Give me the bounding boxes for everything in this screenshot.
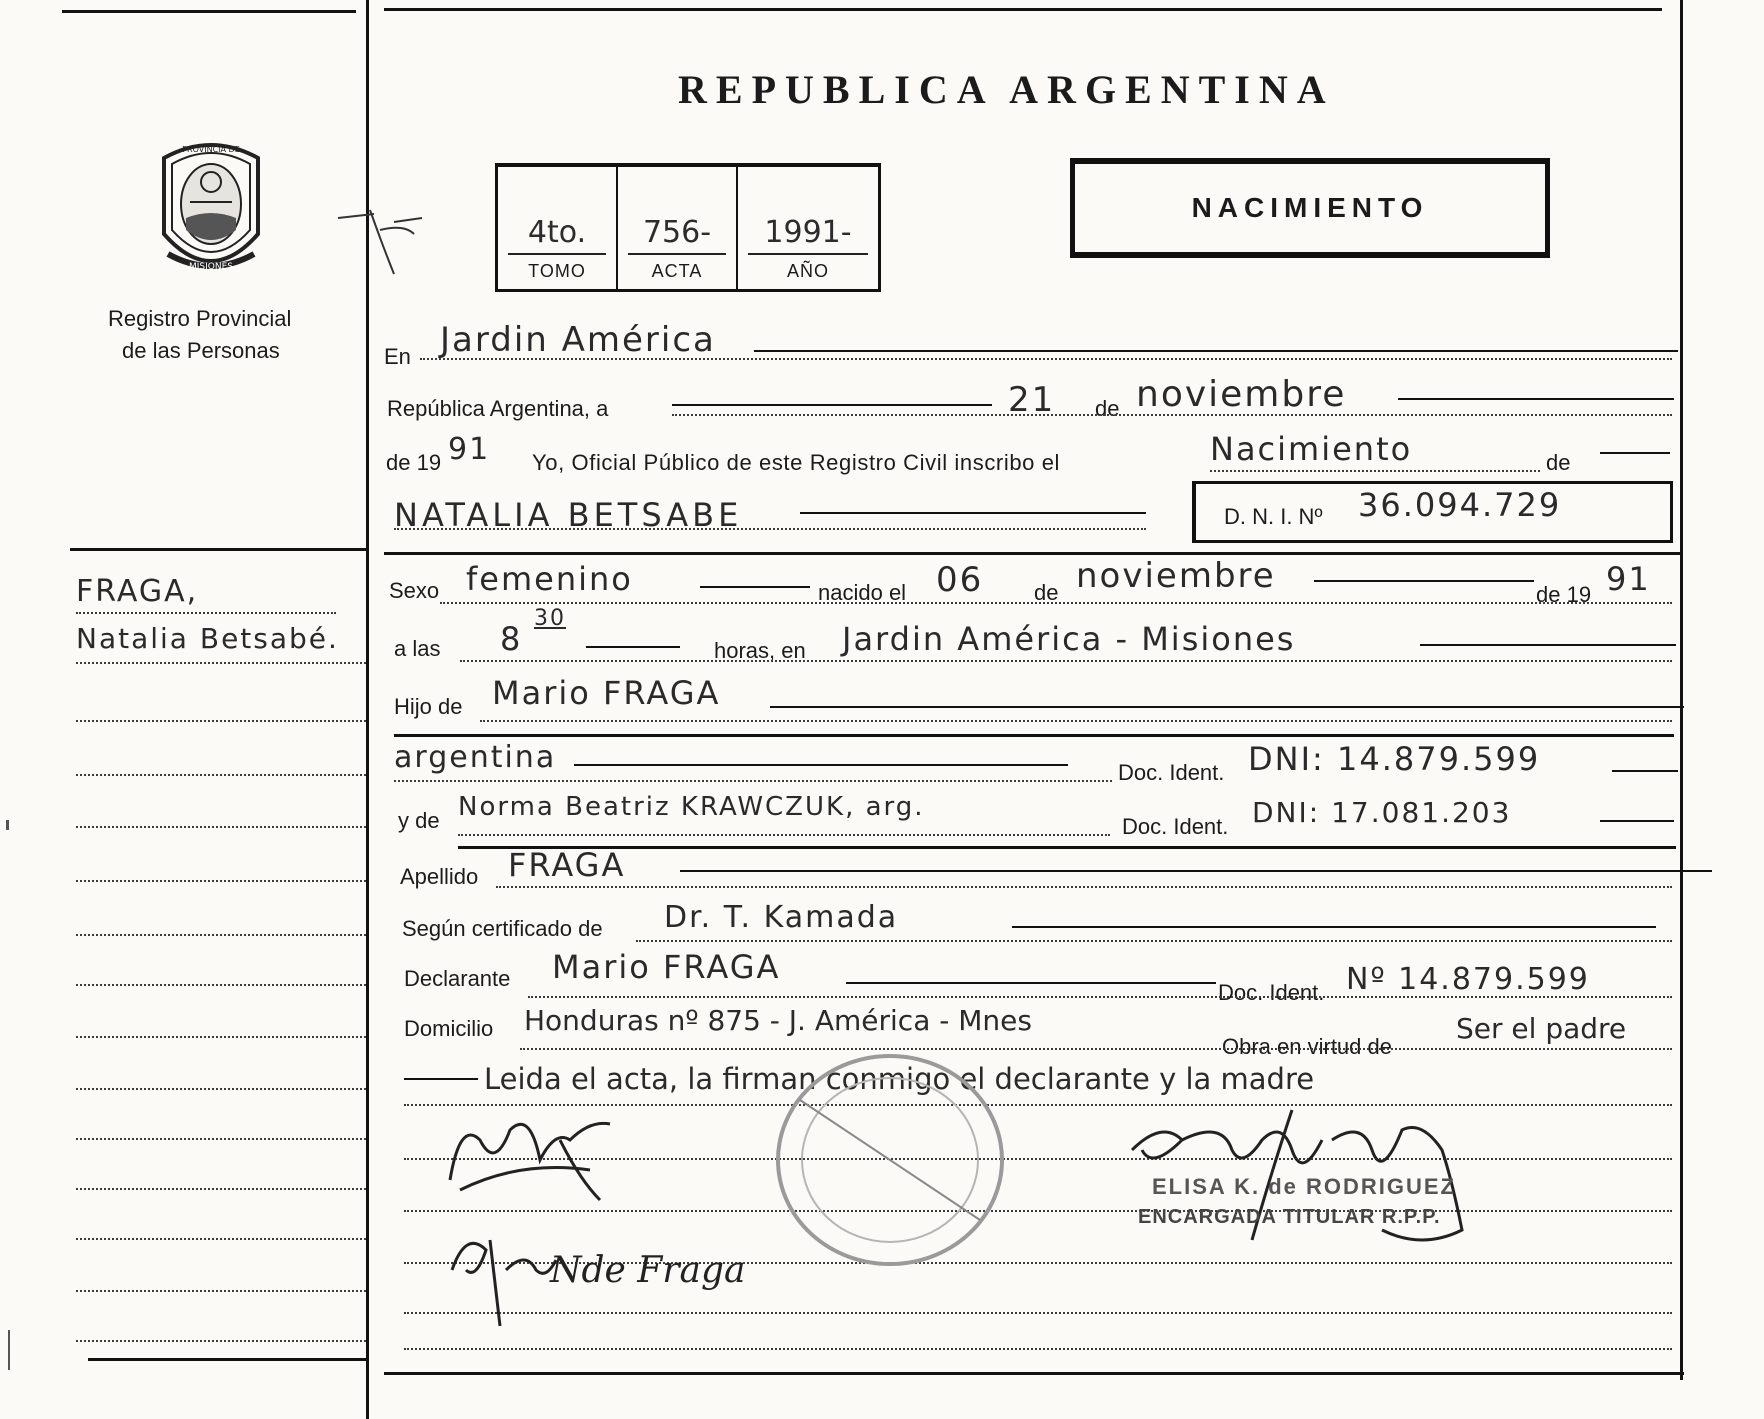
- anio-cell: [738, 167, 878, 289]
- de-label: de: [1095, 396, 1120, 421]
- hijo-label: Hijo de: [394, 694, 463, 719]
- tomo-cell: [498, 167, 618, 289]
- leida-text: Leida el acta, la firman conmigo el declarante y la madre: [484, 1062, 1315, 1096]
- father-name: Mario FRAGA: [492, 674, 721, 712]
- scan-mark: [6, 820, 9, 830]
- margin-dots-6: [76, 880, 366, 882]
- mother-name: Norma Beatriz KRAWCZUK, arg.: [458, 792, 925, 822]
- registry-line-2: de las Personas: [122, 338, 280, 363]
- top-rule-right: [384, 8, 1662, 11]
- anio-label: AÑO: [786, 261, 829, 281]
- svg-text:PROVINCIA DE: PROVINCIA DE: [182, 145, 240, 154]
- apellido-dots: [496, 886, 1672, 888]
- svg-text:MISIONES: MISIONES: [188, 262, 234, 272]
- mother-doc-line: [1600, 820, 1674, 822]
- apellido-line: [680, 870, 1712, 872]
- domicilio-label: Domicilio: [404, 1016, 494, 1041]
- apellido-value: FRAGA: [508, 846, 626, 884]
- year-suffix: 91: [448, 432, 491, 467]
- republica-label: República Argentina, a: [387, 396, 609, 421]
- day-value: 21: [1008, 380, 1056, 420]
- officer-role-stamp: ENCARGADA TITULAR R.P.P.: [1138, 1206, 1441, 1228]
- bottom-rule-right: [384, 1372, 1684, 1375]
- doc-label-mother: Doc. Ident.: [1122, 814, 1229, 839]
- margin-dots-2: [76, 662, 366, 664]
- date-dots: [672, 414, 1672, 416]
- margin-dots-14: [76, 1290, 366, 1292]
- declarante-line: [846, 982, 1216, 984]
- registry-box: [495, 163, 881, 292]
- right-frame-edge: [1680, 0, 1683, 1380]
- de-label-2: de: [1546, 450, 1571, 475]
- declarante-signature: [440, 1100, 640, 1210]
- alas-label: a las: [394, 636, 441, 661]
- leida-dash: [404, 1078, 478, 1080]
- father-nationality: argentina: [394, 740, 557, 775]
- certificado-value: Dr. T. Kamada: [664, 900, 899, 935]
- margin-given: Natalia Betsabé.: [76, 622, 339, 655]
- officer-name-stamp: ELISA K. de RODRIGUEZ: [1152, 1174, 1456, 1199]
- bottom-rule-left: [88, 1358, 368, 1361]
- birth-day: 06: [936, 560, 984, 600]
- margin-dots-5: [76, 826, 366, 828]
- blank-dots-5: [404, 1348, 1672, 1350]
- yde-label: y de: [398, 808, 440, 833]
- margin-dots-15: [76, 1340, 366, 1342]
- sexo-line: [700, 586, 810, 588]
- domicilio-dots: [520, 1048, 1672, 1050]
- alas-dots: [460, 660, 1672, 662]
- en-line: [754, 350, 1678, 352]
- dni-box: [1192, 481, 1673, 543]
- declarante-label: Declarante: [404, 966, 511, 991]
- margin-dots-4: [76, 774, 366, 776]
- act-type: NACIMIENTO: [1191, 192, 1429, 223]
- margin-dots-3: [76, 720, 366, 722]
- margin-dots-11: [76, 1138, 366, 1140]
- tomo-value: 4to.: [527, 215, 587, 250]
- apellido-label: Apellido: [400, 864, 479, 889]
- father-doc-line: [1612, 770, 1678, 772]
- margin-dots-1: [76, 612, 336, 614]
- birth-line: [1314, 580, 1534, 582]
- scan-mark-2: [8, 1330, 10, 1370]
- tomo-label: TOMO: [528, 261, 586, 281]
- act-type-box: [1070, 158, 1550, 258]
- country-title: REPUBLICA ARGENTINA: [678, 67, 1335, 112]
- hour-value: 8: [500, 620, 523, 658]
- official-circular-stamp: [760, 1040, 1020, 1270]
- de-label-3: de: [1034, 580, 1059, 605]
- hijo-dots: [480, 720, 1672, 722]
- mother-rule: [458, 846, 1676, 849]
- en-label: En: [384, 344, 411, 369]
- birth-month: noviembre: [1076, 556, 1276, 596]
- top-rule-left: [62, 10, 356, 13]
- hour-line: [586, 646, 680, 648]
- sexo-label: Sexo: [389, 578, 440, 603]
- yo-text: Yo, Oficial Público de este Registro Civil inscribo el: [532, 450, 1061, 475]
- father-nat-rule: [394, 734, 1674, 737]
- doc-label-declarante: Doc. Ident.: [1218, 980, 1325, 1005]
- declarante-dots: [528, 996, 1672, 998]
- main-separator: [384, 552, 1680, 555]
- dni-label: D. N. I. Nº: [1224, 504, 1323, 529]
- inscribe-line: [1600, 452, 1670, 454]
- obra-value: Ser el padre: [1456, 1012, 1627, 1045]
- initial-mark: [334, 204, 434, 284]
- certificado-line: [1012, 926, 1656, 928]
- inscribe-value: Nacimiento: [1210, 430, 1413, 468]
- nacido-label: nacido el: [818, 580, 907, 605]
- obra-label: Obra en virtud de: [1222, 1034, 1392, 1059]
- declarante-value: Mario FRAGA: [552, 948, 781, 986]
- en-dots: [420, 358, 1672, 360]
- inscribe-dots: [1210, 470, 1540, 472]
- margin-surname: FRAGA,: [76, 574, 199, 609]
- place-line: [1420, 644, 1676, 646]
- horas-label: horas, en: [714, 638, 806, 663]
- margin-dots-7: [76, 934, 366, 936]
- sexo-value: femenino: [466, 560, 633, 598]
- segun-label: Según certificado de: [402, 916, 603, 941]
- mother-signature: [446, 1210, 746, 1330]
- de19-label: de 19: [386, 450, 442, 475]
- segun-dots: [636, 940, 1672, 942]
- en-value: Jardin América: [440, 320, 716, 360]
- month-value: noviembre: [1136, 374, 1347, 415]
- acta-value: 756-: [642, 215, 712, 250]
- mother-dots: [458, 834, 1110, 836]
- dni-value: 36.094.729: [1358, 486, 1562, 524]
- father-nat-line: [574, 764, 1068, 766]
- doc-label-father: Doc. Ident.: [1118, 760, 1225, 785]
- father-line: [770, 706, 1684, 708]
- de19-label-2: de 19: [1536, 582, 1592, 607]
- father-nat-dots: [394, 780, 1112, 782]
- margin-dots-8: [76, 984, 366, 986]
- svg-text:Nde Fraga: Nde Fraga: [550, 1250, 746, 1291]
- child-name: NATALIA BETSABE: [394, 496, 743, 534]
- margin-dots-12: [76, 1188, 366, 1190]
- margin-dots-9: [76, 1036, 366, 1038]
- name-line: [800, 512, 1146, 514]
- anio-value: 1991-: [764, 215, 852, 250]
- father-doc: DNI: 14.879.599: [1248, 740, 1541, 778]
- margin-dots-10: [76, 1088, 366, 1090]
- acta-cell: [618, 167, 738, 289]
- domicilio-value: Honduras nº 875 - J. América - Mnes: [524, 1004, 1032, 1037]
- birth-year-suffix: 91: [1606, 560, 1651, 598]
- registry-line-1: Registro Provincial: [108, 306, 292, 331]
- margin-dots-13: [76, 1238, 366, 1240]
- date-line-1: [672, 404, 992, 406]
- acta-label: ACTA: [651, 261, 703, 281]
- mother-doc: DNI: 17.081.203: [1252, 796, 1512, 829]
- date-line-2: [1398, 398, 1674, 400]
- name-dots: [394, 528, 1146, 530]
- misiones-coat-of-arms: [150, 138, 272, 289]
- birth-place: Jardin América - Misiones: [842, 620, 1296, 658]
- minutes-value: 30: [534, 606, 566, 631]
- sexo-dots: [440, 602, 1672, 604]
- declarante-doc: Nº 14.879.599: [1346, 962, 1590, 997]
- margin-separator: [70, 548, 366, 551]
